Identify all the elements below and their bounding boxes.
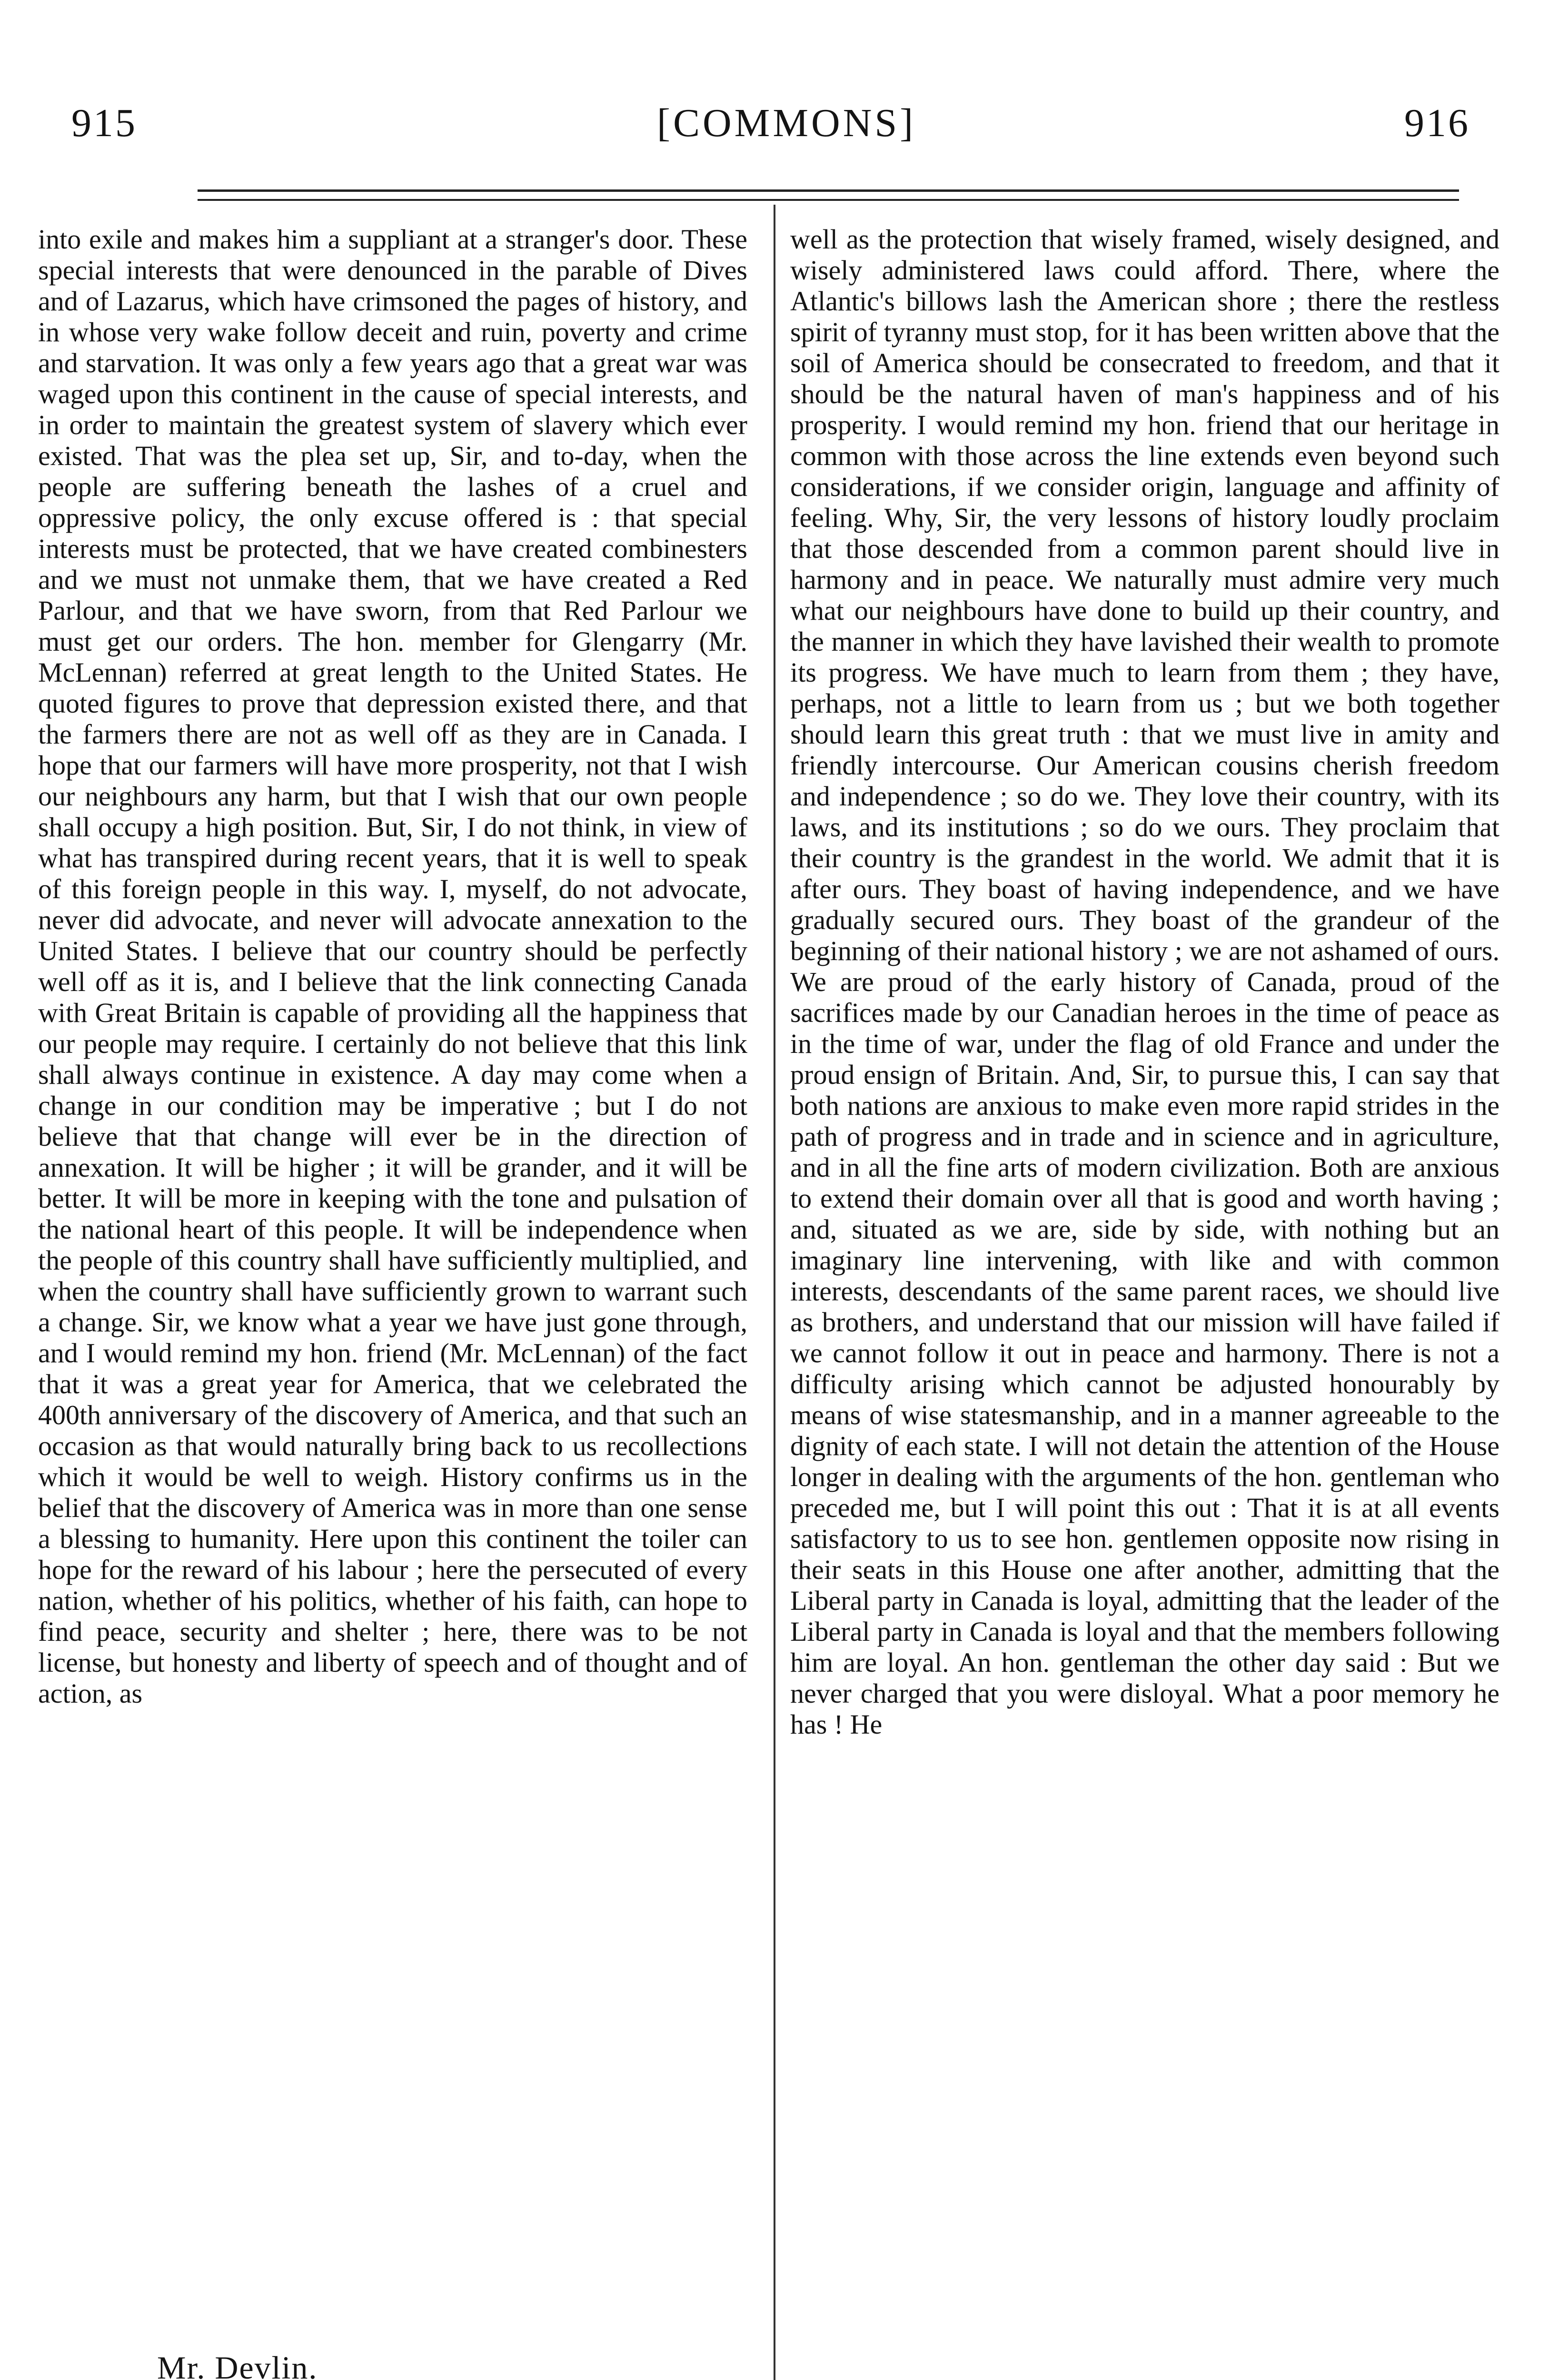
header-rule-bottom xyxy=(198,199,1459,201)
page-header xyxy=(0,95,1549,157)
text-column-right: well as the protection that wisely framed, wisely designed, and wisely administered laws could afford. There, where the Atlantic's billows lash the American shore ; there the restless spirit of tyranny must stop, for it has been written above that the soil of America should be consecrated to freedom, and that it should be the natural haven of man's happiness and of his prosperity. I would remind my hon. friend that our heritage in common with those across the line extends even beyond such considerations, if we consider origin, language and affinity of feeling. Why, Sir, the very lessons of history loudly proclaim that those descended from a common parent should live in harmony and in peace. We naturally must admire very much what our neighbours have done to build up their country, and the manner in which they have lavished their wealth to promote its progress. We have much to learn from them ; they have, perhaps, not a little to learn from us ; but we both together should learn this great truth : that we must live in amity and friendly intercourse. Our American cousins cherish freedom and independence ; so do we. They love their country, with its laws, and its institutions ; so do we ours. They proclaim that their country is the grandest in the world. We admit that it is after ours. They boast of having independence, and we have gradually secured ours. They boast of the grandeur of the beginning of their national history ; we are not ashamed of ours. We are proud of the early history of Canada, proud of the sacrifices made by our Canadian heroes in the time of peace as in the time of war, under the flag of old France and under the proud ensign of Britain. And, Sir, to pursue this, I can say that both nations are anxious to make even more rapid strides in the path of progress and in trade and in science and in agriculture, and in all the fine arts of modern civilization. Both are anxious to extend their domain over all that is good and worth having ; and, situated as we are, side by side, with nothing but an imaginary line intervening, with like and with common interests, descendants of the same parent races, we should live as brothers, and understand that our mission will have failed if we cannot follow it out in peace and harmony. There is not a difficulty arising which cannot be adjusted honourably by means of wise statesmanship, and in a manner agreeable to the dignity of each state. I will not detain the attention of the House longer in dealing with the arguments of the hon. gentleman who preceded me, but I will point this out : That it is at all events satisfactory to us to see hon. gentlemen opposite now rising in their seats in this House one after another, admitting that the Liberal party in Canada is loyal, admitting that the leader of the Liberal party in Canada is loyal and that the members following him are loyal. An hon. gentleman the other day said : But we never charged that you were disloyal. What a poor memory he has ! He xyxy=(790,224,1499,1740)
column-divider xyxy=(774,205,775,2380)
page-number-right: 916 xyxy=(1404,101,1470,145)
page-number-left: 915 xyxy=(71,101,137,145)
text-column-left: into exile and makes him a suppliant at a stranger's door. These special interests that were denounced in the parable of Dives and of Lazarus, which have crimsoned the pages of history, and in whose very wake follow deceit and ruin, poverty and crime and starvation. It was only a few years ago that a great war was waged upon this continent in the cause of special interests, and in order to maintain the greatest system of slavery which ever existed. That was the plea set up, Sir, and to-day, when the people are suffering beneath the lashes of a cruel and oppressive policy, the only excuse offered is : that special interests must be protected, that we have created combinesters and we must not unmake them, that we have created a Red Parlour, and that we have sworn, from that Red Parlour we must get our orders. The hon. member for Glengarry (Mr. McLennan) referred at great length to the United States. He quoted figures to prove that depression existed there, and that the farmers there are not as well off as they are in Canada. I hope that our farmers will have more prosperity, not that I wish our neighbours any harm, but that I wish that our own people shall occupy a high position. But, Sir, I do not think, in view of what has transpired during recent years, that it is well to speak of this foreign people in this way. I, myself, do not advocate, never did advocate, and never will advocate annexation to the United States. I believe that our country should be perfectly well off as it is, and I believe that the link connecting Canada with Great Britain is capable of providing all the happiness that our people may require. I certainly do not believe that this link shall always continue in existence. A day may come when a change in our condition may be imperative ; but I do not believe that that change will ever be in the direction of annexation. It will be higher ; it will be grander, and it will be better. It will be more in keeping with the tone and pulsation of the national heart of this people. It will be independence when the people of this country shall have sufficiently multiplied, and when the country shall have sufficiently grown to warrant such a change. Sir, we know what a year we have just gone through, and I would remind my hon. friend (Mr. McLennan) of the fact that it was a great year for America, that we celebrated the 400th anniversary of the discovery of America, and that such an occasion as that would naturally bring back to us recollections which it would be well to weigh. History confirms us in the belief that the discovery of America was in more than one sense a blessing to humanity. Here upon this continent the toiler can hope for the reward of his labour ; here the persecuted of every nation, whether of his politics, whether of his faith, can hope to find peace, security and shelter ; here, there was to be not license, but honesty and liberty of speech and of thought and of action, as xyxy=(38,224,747,1709)
header-rule-top xyxy=(198,189,1459,192)
speaker-signature: Mr. Devlin. xyxy=(157,2350,318,2380)
running-head: [COMMONS] xyxy=(657,101,916,145)
